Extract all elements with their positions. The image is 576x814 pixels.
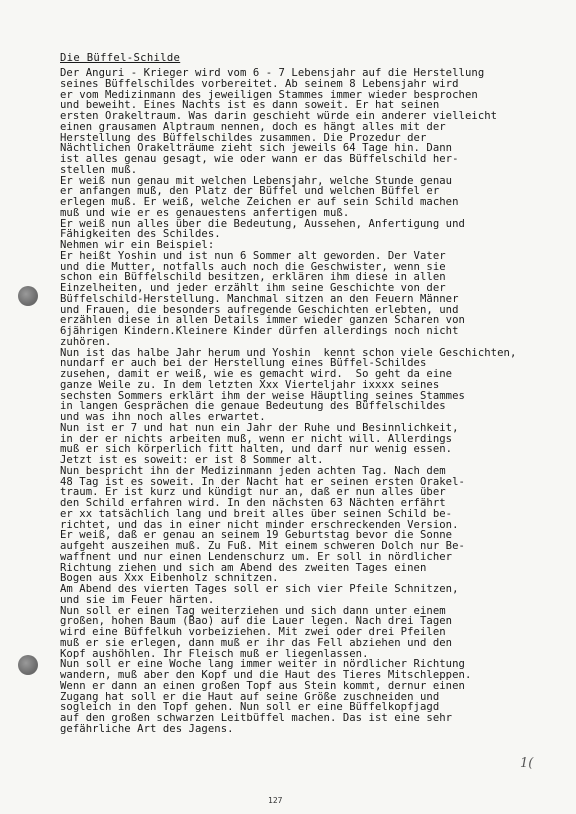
text-line: Nehmen wir ein Beispiel:: [60, 240, 215, 251]
text-line: Herstellung des Büffelschildes zusammen. Die Prozedur der: [60, 132, 427, 144]
document-title: Die Büffel-Schilde: [60, 52, 181, 64]
text-line: seines Büffelschildes vorbereitet. Ab seinem 8 Lebensjahr wird: [60, 78, 459, 90]
text-line: und Frauen, die besonders aufregende Geschichten erlebten, und: [60, 304, 459, 316]
text-line: Am Abend des vierten Tages soll er sich vier Pfeile Schnitzen,: [60, 584, 459, 595]
text-line: ist alles genau gesagt, wie oder wann er das Büffelschild her-: [60, 154, 459, 165]
text-line: muß er sich körperlich fitt halten, und darf nur wenig essen.: [60, 444, 453, 455]
text-line: wandern, muß aber den Kopf und die Haut des Tieres Mitschleppen.: [60, 670, 472, 681]
text-line: richtet, und das in einer nicht minder erschreckenden Version.: [60, 519, 459, 531]
text-line: in der er nichts arbeiten muß, wenn er nicht will. Allerdings: [60, 433, 453, 445]
text-line: schon ein Büffelschild besitzen, erklären ihm diese in allen: [60, 272, 446, 283]
text-line: 6jährigen Kindern.Kleinere Kinder dürfen allerdings noch nicht: [60, 326, 459, 337]
text-line: auf den großen schwarzen Leitbüffel machen. Das ist eine sehr: [60, 713, 453, 724]
text-line: in langen Gesprächen die genaue Bedeutung des Büffelschildes: [60, 401, 446, 412]
text-line: Nächtlichen Orakelträume zieht sich jeweils 64 Tage hin. Dann: [60, 143, 453, 154]
text-line: Fähigkeiten des Schildes.: [60, 229, 221, 240]
text-line: Der Anguri - Krieger wird vom 6 - 7 Lebensjahr auf die Herstellung: [60, 68, 485, 79]
text-line: muß und wie er es genauestens anfertigen muß.: [60, 207, 350, 219]
text-line: zuhören.: [60, 336, 112, 348]
text-line: Nun soll er einen Tag weiterziehen und sich dann unter einem: [60, 605, 446, 617]
text-line: Nun ist das halbe Jahr herum und Yoshin kennt schon viele Geschichten,: [60, 347, 517, 359]
text-line: und sie im Feuer härten.: [60, 594, 215, 606]
punch-hole-bottom: [18, 655, 38, 675]
text-line: Zugang hat soll er die Haut auf seine Größe zuschneiden und: [60, 691, 440, 703]
text-line: Richtung ziehen und sich am Abend des zweiten Tages einen: [60, 562, 427, 574]
text-line: nundarf er auch bei der Herstellung eines Büffel-Schildes: [60, 358, 427, 369]
text-line: großen, hohen Baum (Bao) auf die Lauer legen. Nach drei Tagen: [60, 616, 453, 627]
text-line: Jetzt ist es soweit: er ist 8 Sommer alt.: [60, 455, 324, 466]
text-line: den Schild erfahren wird. In den nächsten 63 Nächten erfährt: [60, 498, 446, 509]
page-number: 127: [268, 796, 283, 805]
handwritten-margin-mark: 1(: [520, 756, 534, 771]
text-line: Büffelschild-Herstellung. Manchmal sitzen an den Feuern Männer: [60, 293, 459, 305]
text-line: ersten Orakeltraum. Was darin geschieht würde ein anderer vielleicht: [60, 111, 498, 122]
text-line: Er weiß, daß er genau an seinem 19 Geburtstag bevor die Sonne: [60, 530, 453, 541]
text-line: Bogen aus Xxx Eibenholz schnitzen.: [60, 573, 279, 584]
text-line: Wenn er dann an einen großen Topf aus Stein kommt, dernur einen: [60, 680, 465, 692]
text-line: erzählen diese in allen Details immer wieder ganzen Scharen von: [60, 315, 465, 326]
text-line: traum. Er ist kurz und kündigt nur an, daß er nun alles über: [60, 487, 446, 498]
text-line: aufgeht auszeihen muß. Zu Fuß. Mit einem schweren Dolch nur Be-: [60, 541, 465, 552]
text-line: sogleich in den Topf gehen. Nun soll er eine Büffelkopfjagd: [60, 702, 440, 713]
text-line: Nun bespricht ihn der Medizinmann jeden achten Tag. Nach dem: [60, 465, 446, 477]
text-line: er anfangen muß, den Platz der Büffel und welchen Büffel er: [60, 186, 440, 197]
text-line: Einzelheiten, und jeder erzählt ihm seine Geschichte von der: [60, 283, 446, 294]
text-line: sechsten Sommers erklärt ihm der weise Häuptling seines Stammes: [60, 390, 465, 402]
text-line: er xx tatsächlich lang und breit alles über seinen Schild be-: [60, 508, 453, 520]
text-line: 48 Tag ist es soweit. In der Nacht hat er seinen ersten Orakel-: [60, 476, 465, 488]
text-line: gefährliche Art des Jagens.: [60, 723, 234, 735]
text-line: wird eine Büffelkuh vorbeiziehen. Mit zwei oder drei Pfeilen: [60, 627, 446, 638]
text-line: Nun ist er 7 und hat nun ein Jahr der Ruhe und Besinnlichkeit,: [60, 422, 459, 434]
text-line: erlegen muß. Er weiß, welche Zeichen er auf sein Schild machen: [60, 197, 459, 208]
text-line: Er heißt Yoshin und ist nun 6 Sommer alt geworden. Der Vater: [60, 250, 446, 262]
text-line: Kopf aushöhlen. Ihr Fleisch muß er liegenlassen.: [60, 648, 369, 660]
document-body: [60, 68, 572, 735]
text-line: und was ihn noch alles erwartet.: [60, 412, 266, 423]
text-line: einen grausamen Alptraum nennen, doch es hängt alles mit der: [60, 121, 446, 133]
text-line: waffnent und nur einen Lendenschurz um. Er soll in nördlicher: [60, 551, 453, 563]
text-line: muß er sie erlegen, dann muß er ihr das Fell abziehen und den: [60, 637, 453, 649]
text-line: er vom Medizinmann des jeweiligen Stammes immer wieder besprochen: [60, 89, 478, 101]
text-line: zusehen, damit er weiß, wie es gemacht wird. So geht da eine: [60, 369, 453, 380]
text-line: und die Mutter, notfalls auch noch die Geschwister, wenn sie: [60, 261, 446, 273]
text-line: Er weiß nun alles über die Bedeutung, Aussehen, Anfertigung und: [60, 218, 465, 230]
punch-hole-top: [18, 286, 38, 306]
text-line: Nun soll er eine Woche lang immer weiter in nördlicher Richtung: [60, 659, 465, 670]
text-line: ganze Weile zu. In dem letzten Xxx Vierteljahr ixxxx seines: [60, 379, 440, 391]
text-line: und beweiht. Eines Nachts ist es dann soweit. Er hat seinen: [60, 100, 440, 111]
text-line: Er weiß nun genau mit welchen Lebensjahr, welche Stunde genau: [60, 175, 453, 187]
text-line: stellen muß.: [60, 164, 138, 176]
